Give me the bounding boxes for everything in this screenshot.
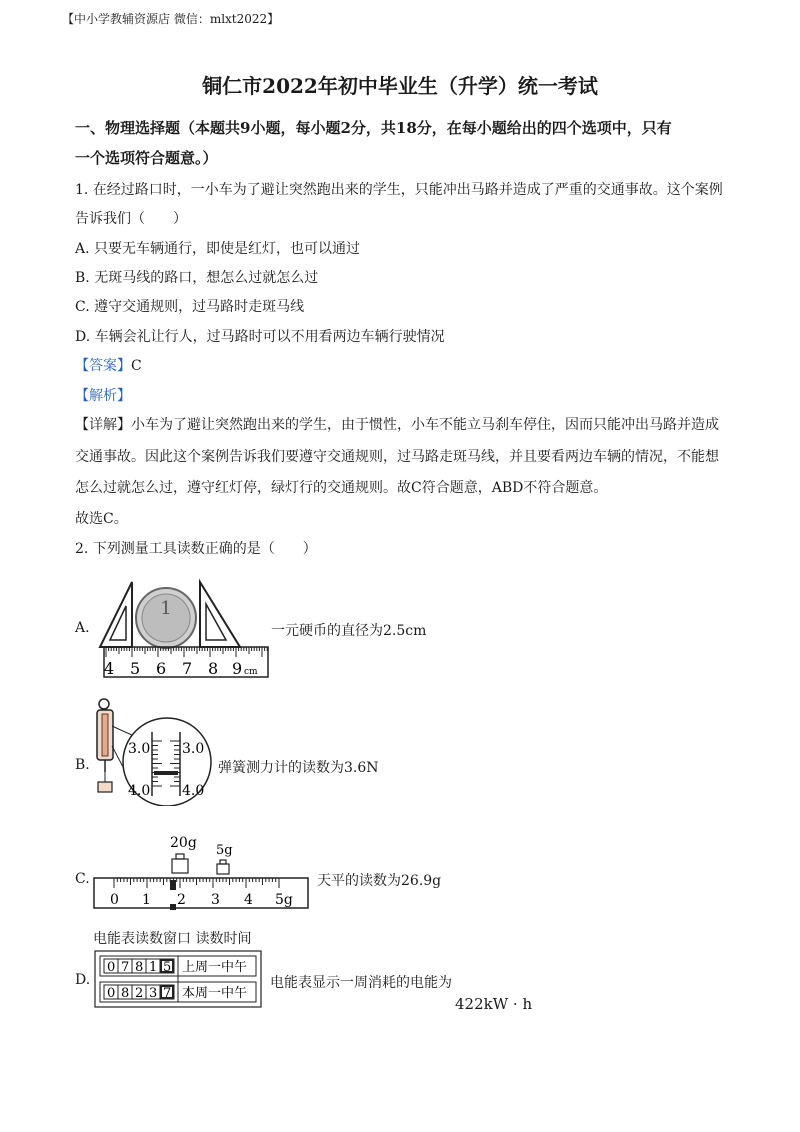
row2-digit-2: 8 <box>121 986 130 1001</box>
weight-5g-label: 5g <box>216 843 233 858</box>
left-triangle <box>100 582 132 647</box>
spring-scale-figure <box>90 696 240 806</box>
q1-stem-line1: 1. 在经过路口时，一小车为了避让突然跑出来的学生，只能冲出马路并造成了严重的交通事故。这个案例 <box>75 182 723 198</box>
q1-option-c: C. 遵守交通规则，过马路时走斑马线 <box>75 299 305 315</box>
q1-answer <box>75 356 142 376</box>
balance-ticks <box>114 878 279 888</box>
weight-20g-label: 20g <box>170 835 197 851</box>
ruler-num-6: 6 <box>156 659 167 678</box>
analysis-tag: 【解析】 <box>75 388 131 404</box>
q2-stem: 2. 下列测量工具读数正确的是（ ） <box>75 541 317 557</box>
q1-stem-line2: 告诉我们（ ） <box>75 211 187 227</box>
detail-tag: 【详解】 <box>75 417 131 433</box>
ruler-num-5: 5 <box>130 659 141 678</box>
row2-time: 本周一中午 <box>182 986 248 1001</box>
row1-time: 上周一中午 <box>182 960 248 975</box>
q2-option-d-caption-unit: 422kW · h <box>455 995 533 1013</box>
ruler-num-4: 4 <box>104 659 115 678</box>
q1-option-a: A. 只要无车辆通行，即使是红灯，也可以通过 <box>75 241 361 257</box>
ruler-coin-figure <box>90 562 270 682</box>
ruler-num-8: 8 <box>208 659 219 678</box>
q1-option-b: B. 无斑马线的路口，想怎么过就怎么过 <box>75 270 319 286</box>
beam-num-0: 0 <box>110 892 119 908</box>
beam-num-4: 4 <box>244 892 253 908</box>
row2-digit-1: 0 <box>107 986 116 1001</box>
header-note: 【中小学教辅资源店 微信：mlxt2022】 <box>62 12 280 26</box>
energy-meter-figure <box>94 950 264 1010</box>
spring-scale-inner <box>102 714 108 756</box>
zoom-line-top <box>112 726 134 736</box>
weight-5g-icon <box>217 864 229 874</box>
ruler-num-7: 7 <box>182 659 193 678</box>
q1-conclusion: 故选C。 <box>75 511 128 527</box>
answer-value: C <box>131 358 142 374</box>
q2-option-c-label: C. <box>75 871 90 887</box>
page-title: 铜仁市2022年初中毕业生（升学）统一考试 <box>202 74 598 98</box>
ruler-ticks <box>106 647 267 657</box>
q2-option-b-label: B. <box>75 757 90 773</box>
q1-detail-line2: 交通事故。因此这个案例告诉我们要遵守交通规则，过马路走斑马线，并且要看两边车辆的情况，不能想 <box>75 449 719 465</box>
q2-option-a-label: A. <box>75 620 90 636</box>
q2-option-d-header: 电能表读数窗口 读数时间 <box>93 931 252 947</box>
q1-option-d: D. 车辆会礼让行人，过马路时可以不用看两边车辆行驶情况 <box>75 329 445 345</box>
row2-digit-3: 2 <box>135 986 144 1001</box>
scale-label-bottom-left: 4.0 <box>128 783 151 799</box>
q2-option-d-caption: 电能表显示一周消耗的电能为 <box>270 975 452 991</box>
row2-digit-4: 3 <box>149 986 158 1001</box>
meter-row2-digits <box>104 985 174 1001</box>
q2-option-b-caption: 弹簧测力计的读数为3.6N <box>218 760 379 776</box>
beam-num-5g: 5g <box>275 892 293 908</box>
q2-option-d-label: D. <box>75 972 91 988</box>
coin-value: 1 <box>160 598 172 619</box>
row1-digit-2: 7 <box>121 960 130 975</box>
beam-num-3: 3 <box>211 892 220 908</box>
ruler-unit: cm <box>244 667 258 677</box>
row1-digit-5: 5 <box>163 960 172 975</box>
beam-num-2: 2 <box>177 892 186 908</box>
answer-tag: 【答案】 <box>75 358 131 374</box>
q1-detail-line1 <box>75 415 719 435</box>
row1-digit-4: 1 <box>149 960 158 975</box>
detail-text-1: 小车为了避让突然跑出来的学生，由于惯性，小车不能立马刹车停住，因而只能冲出马路并造成 <box>131 417 719 433</box>
scale-weight <box>98 782 112 792</box>
balance-figure <box>90 830 315 915</box>
beam-num-1: 1 <box>142 892 151 908</box>
section-heading-line1: 一、物理选择题（本题共9小题，每小题2分，共18分，在每小题给出的四个选项中，只有 <box>75 119 672 137</box>
rider-top <box>170 880 176 890</box>
scale-pointer <box>154 771 178 775</box>
q2-option-c-caption: 天平的读数为26.9g <box>317 873 442 889</box>
q2-option-a-caption: 一元硬币的直径为2.5cm <box>271 623 427 639</box>
scale-hook-top <box>99 699 109 709</box>
weight-20g-icon <box>172 859 188 873</box>
scale-label-top-right: 3.0 <box>182 741 205 757</box>
weight-20g-knob <box>176 854 184 859</box>
rider-bottom <box>170 904 176 910</box>
ruler-num-9: 9 <box>232 659 243 678</box>
row1-digit-3: 8 <box>135 960 144 975</box>
scale-label-top-left: 3.0 <box>128 741 151 757</box>
row1-digit-1: 0 <box>107 960 116 975</box>
section-heading-line2: 一个选项符合题意。） <box>75 149 218 167</box>
row2-digit-5: 7 <box>163 986 172 1001</box>
meter-row1-digits <box>104 959 174 975</box>
scale-label-bottom-right: 4.0 <box>182 783 205 799</box>
q1-detail-line3: 怎么过就怎么过，遵守红灯停，绿灯行的交通规则。故C符合题意，ABD不符合题意。 <box>75 480 608 496</box>
